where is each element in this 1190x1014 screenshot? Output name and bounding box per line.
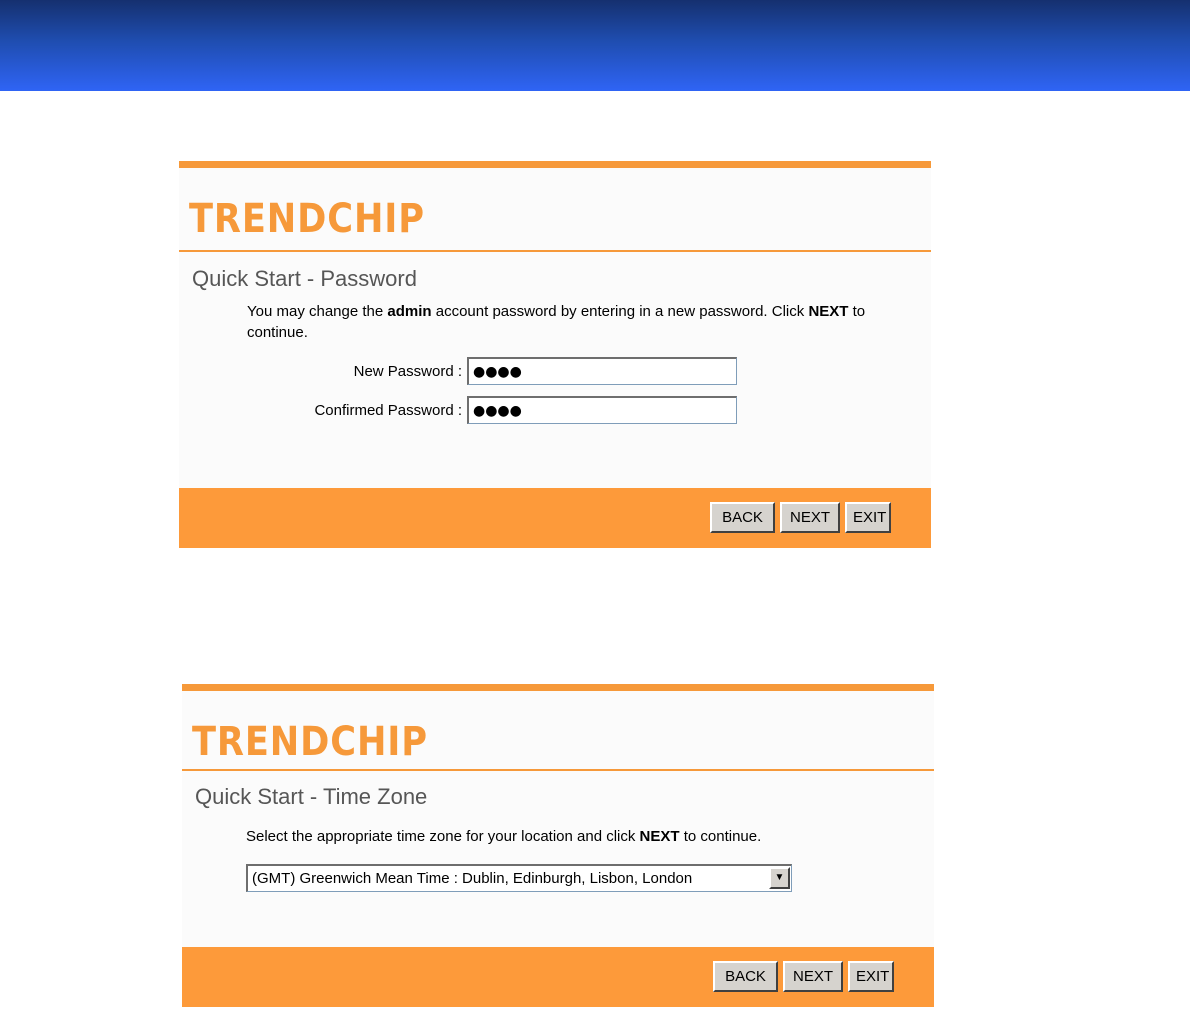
- page-title: Quick Start - Time Zone: [195, 784, 428, 809]
- logo-divider: [182, 769, 934, 771]
- next-button[interactable]: NEXT: [783, 961, 843, 992]
- desc-text: You may change the: [247, 303, 388, 320]
- back-button[interactable]: BACK: [710, 502, 775, 533]
- timezone-selected-value: (GMT) Greenwich Mean Time : Dublin, Edinburgh, Lisbon, London: [252, 870, 693, 887]
- panel-top-rule: [182, 684, 934, 691]
- confirmed-password-input[interactable]: [467, 396, 737, 424]
- logo-divider: [179, 250, 931, 252]
- password-panel: [179, 161, 931, 548]
- new-password-input[interactable]: [467, 357, 737, 385]
- timezone-row: [182, 864, 934, 894]
- logo-area: [182, 691, 934, 771]
- new-password-label: New Password :: [353, 363, 462, 380]
- desc-text: to continue.: [247, 303, 866, 341]
- desc-bold-admin: admin: [387, 303, 432, 320]
- exit-button[interactable]: EXIT: [845, 502, 891, 533]
- desc-text: to continue.: [679, 828, 762, 845]
- confirmed-password-row: [179, 392, 931, 431]
- next-button[interactable]: NEXT: [780, 502, 840, 533]
- desc-text: Select the appropriate time zone for your location and click: [246, 828, 640, 845]
- exit-button[interactable]: EXIT: [848, 961, 894, 992]
- top-banner: [0, 0, 1190, 91]
- desc-text: account password by entering in a new password. Click: [431, 303, 809, 320]
- logo-area: [179, 168, 931, 252]
- back-button[interactable]: BACK: [713, 961, 778, 992]
- timezone-select[interactable]: [246, 864, 792, 892]
- confirmed-password-label: Confirmed Password :: [314, 402, 462, 419]
- page-title: Quick Start - Password: [192, 266, 417, 291]
- desc-bold-next: NEXT: [808, 303, 849, 320]
- button-bar: [182, 947, 934, 1007]
- desc-bold-next: NEXT: [639, 828, 680, 845]
- button-bar: [179, 488, 931, 548]
- password-description: [247, 301, 917, 343]
- timezone-description: [246, 826, 920, 847]
- timezone-panel: [182, 684, 934, 1007]
- trendchip-logo: TRENDCHIP: [192, 719, 428, 765]
- trendchip-logo: TRENDCHIP: [189, 196, 425, 242]
- new-password-row: [179, 353, 931, 392]
- panel-top-rule: [179, 161, 931, 168]
- dropdown-arrow-icon[interactable]: ▼: [769, 867, 790, 889]
